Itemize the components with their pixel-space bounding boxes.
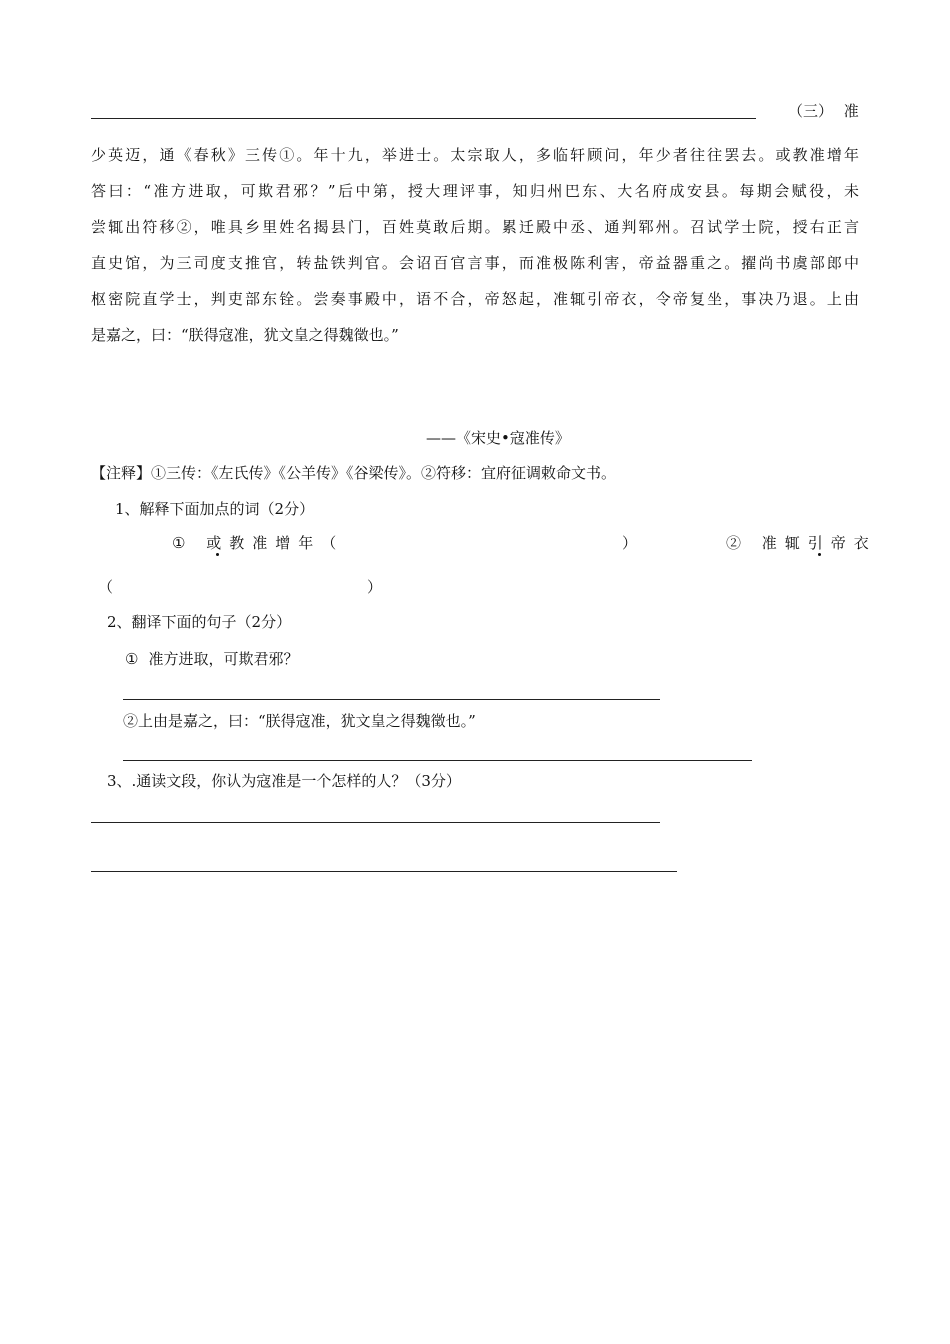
q3-answer-line-1[interactable] [91,822,660,823]
header-rule [91,118,756,119]
passage [91,137,859,353]
section-first-char: 准 [843,102,859,120]
q2-sentence-2: ②上由是嘉之，曰：“朕得寇准，犹文皇之得魏徵也。” [123,712,476,730]
passage-line: 是嘉之，曰：“朕得寇准，犹文皇之得魏徵也。” [91,326,399,344]
notes-text: ①三传：《左氏传》《公羊传》《谷梁传》。②符移：宜府征调敕命文书。 [151,464,617,482]
question-1-title: 1、解释下面加点的词（2分） [115,500,315,518]
passage-line: 直史馆，为三司度支推官，转盐铁判官。会诏百官言事，而准极陈利害，帝益器重之。擢尚书虞部郎中 [91,254,859,272]
passage-source: ——《宋史•寇准传》 [426,429,570,447]
q1-item-1: ① 或教准增年（ [172,534,345,552]
question-3-title: 3、.通读文段，你认为寇准是一个怎样的人？（3分） [107,772,461,790]
notes-label: 【注释】 [91,464,152,482]
section-number: （三） [788,102,834,120]
dotted-word: 或 [206,534,230,552]
q3-answer-line-2[interactable] [91,871,677,872]
passage-line: 答曰：“准方进取，可欺君邪？”后中第，授大理评事，知归州巴东、大名府成安县。每期会赋役，未 [91,182,859,200]
passage-line: 少英迈，通《春秋》三传①。年十九，举进士。太宗取人，多临轩顾问，年少者往往罢去。或教准增年 [91,146,859,164]
q1-item-1-answer-close: ） [622,534,638,552]
dotted-word: 引 [807,534,831,552]
notes [91,462,616,483]
q1-item-2-answer-close: ） [367,578,383,596]
question-2-title: 2、翻译下面的句子（2分） [107,613,292,631]
passage-line: 枢密院直学士，判吏部东铨。尝奏事殿中，语不合，帝怒起，准辄引帝衣，令帝复坐，事决乃退。上由 [91,290,859,308]
q1-item-2: ② 准辄引帝衣 [726,534,877,552]
section-label [788,100,859,121]
q2-answer-line-2[interactable] [123,760,752,761]
q1-item-2-answer-open: （ [98,578,114,596]
q2-answer-line-1[interactable] [123,699,660,700]
q2-sentence-1: ① 准方进取，可欺君邪？ [125,650,299,668]
passage-line: 尝辄出符移②，唯具乡里姓名揭县门，百姓莫敢后期。累迁殿中丞、通判郓州。召试学士院，授右正言 [91,218,859,236]
